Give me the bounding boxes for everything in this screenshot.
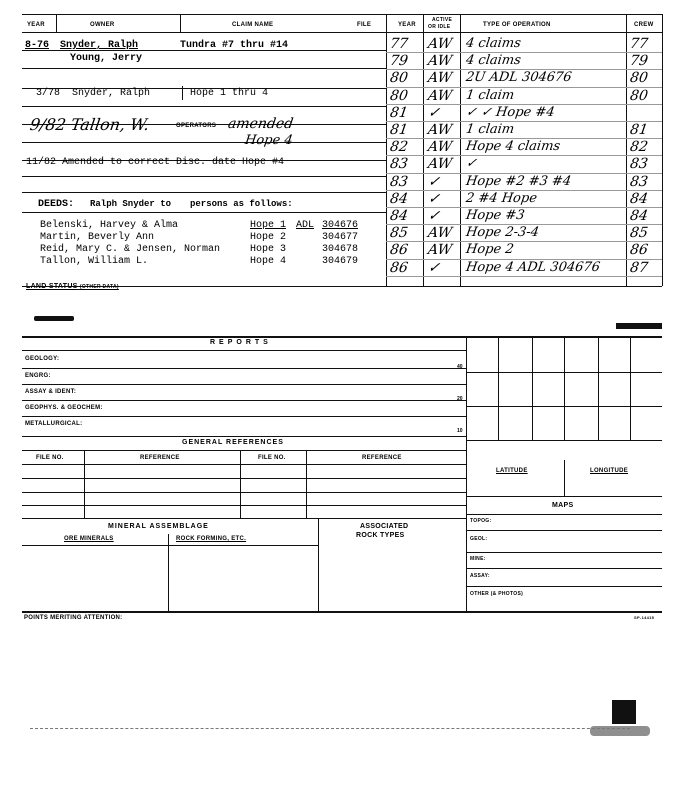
deed-num-4: 304679 — [322, 256, 359, 267]
genref-top-rule — [22, 436, 466, 437]
genref-row-2 — [22, 492, 466, 493]
ops-year: 81 — [388, 122, 409, 138]
owner-rule-6 — [22, 142, 386, 143]
genref-bottom-rule — [22, 518, 466, 519]
ops-active: AW — [426, 242, 454, 259]
operators-handwritten: amended — [226, 116, 295, 132]
ops-year: 81 — [388, 104, 409, 121]
ops-active: AW — [426, 122, 454, 138]
latitude-label: LATITUDE — [496, 468, 528, 474]
genref-reference-1: REFERENCE — [140, 455, 180, 461]
genref-v2 — [240, 450, 241, 518]
grid-h2 — [466, 406, 662, 407]
ops-crew: 79 — [628, 53, 649, 70]
ops-type: 1 claim — [464, 122, 516, 137]
deed-claim-4: Hope 4 — [250, 256, 287, 267]
geology-label: GEOLOGY: — [25, 356, 60, 362]
deeds-top-rule — [22, 212, 386, 213]
ops-active: ✓ — [426, 104, 441, 121]
ops-crew: 83 — [628, 173, 649, 190]
owner-row3-owner: Snyder, Ralph — [72, 88, 151, 99]
ops-year: 79 — [388, 53, 409, 70]
ops-active: AW — [426, 139, 454, 156]
header-crew: CREW — [634, 22, 654, 28]
operators-label: OPERATORS — [176, 123, 217, 129]
ops-row-rule — [386, 87, 662, 88]
ops-year: 84 — [388, 190, 409, 207]
ops-year: 83 — [388, 156, 409, 173]
reports-right-sep — [466, 336, 467, 612]
ore-minerals: ORE MINERALS — [64, 536, 114, 542]
grid-v2 — [532, 336, 533, 440]
latlong-bottom-rule — [466, 496, 662, 497]
grid-v4 — [598, 336, 599, 440]
rock-forming: ROCK FORMING, ETC. — [176, 536, 247, 542]
maps-mine: MINE: — [470, 556, 486, 562]
ops-active: AW — [426, 53, 454, 70]
deed-claim-2: Hope 2 — [250, 232, 287, 243]
grid-h1 — [466, 372, 662, 373]
owner-row4-handwritten: 9/82 Tallon, W. — [28, 115, 151, 134]
ops-year: 80 — [388, 87, 409, 104]
ops-year: 83 — [388, 173, 409, 190]
operations-log — [386, 32, 666, 302]
genref-row-1 — [22, 478, 466, 479]
ops-active: ✓ — [426, 173, 441, 190]
deed-name-2: Martin, Beverly Ann — [40, 232, 155, 243]
deed-name-1: Belenski, Harvey & Alma — [40, 220, 179, 231]
ops-crew: 77 — [628, 36, 649, 52]
ops-crew: 81 — [628, 122, 649, 138]
form-number: SP-14415 — [634, 615, 655, 620]
col-sep-owner — [180, 14, 181, 32]
ops-type: 2 #4 Hope — [464, 190, 538, 206]
land-status-label — [26, 283, 119, 290]
ops-year: 80 — [388, 70, 409, 87]
genref-file-no-2: FILE NO. — [258, 455, 286, 461]
ops-crew: 83 — [628, 156, 649, 173]
reports-title: REPORTS — [210, 339, 272, 346]
bottom-rule — [22, 611, 662, 613]
assay-label: ASSAY & IDENT: — [25, 389, 77, 395]
deed-claim-3: Hope 3 — [250, 244, 287, 255]
ink-bar-right — [616, 323, 662, 329]
owner-rule-9 — [22, 192, 386, 193]
deed-num-1: 304676 — [322, 220, 359, 231]
points-meriting: POINTS MERITING ATTENTION: — [24, 615, 123, 621]
owner-rule-4 — [22, 106, 386, 107]
ops-type: Hope 4 ADL 304676 — [464, 259, 601, 275]
metallurgical-label: METALLURGICAL: — [25, 421, 83, 427]
ops-active: ✓ — [426, 208, 441, 224]
ops-crew: 87 — [628, 259, 649, 276]
ops-row-rule — [386, 276, 662, 277]
stain-block — [612, 700, 636, 724]
ops-type: 4 claims — [464, 36, 522, 51]
deeds-overstruck-a: Ralph Snyder to — [90, 199, 172, 209]
genref-v1 — [84, 450, 85, 518]
owner-row1-claim: Tundra #7 thru #14 — [180, 40, 289, 51]
deeds-overstruck-b: persons as follows: — [190, 199, 293, 209]
geophys-rule — [22, 416, 466, 417]
ops-active: AW — [426, 70, 454, 87]
reports-top-rule — [22, 336, 662, 338]
ops-type: ✓ — [464, 156, 478, 172]
maps-rule-4 — [466, 586, 662, 587]
header-year-2: YEAR — [398, 22, 416, 28]
genref-reference-2: REFERENCE — [362, 455, 402, 461]
ops-type: 1 claim — [464, 87, 516, 103]
amended-note: 11/82 Amended to correct Disc. date Hope #4 — [26, 157, 285, 168]
ops-type: 2U ADL 304676 — [464, 70, 573, 86]
owner-row1-owner: Snyder, Ralph — [60, 40, 139, 51]
deeds-label: DEEDS: — [38, 199, 75, 210]
col-sep-year — [56, 14, 57, 32]
genref-title-rule — [22, 450, 466, 451]
maps-geol: GEOL: — [470, 536, 488, 542]
header-year: YEAR — [27, 22, 45, 28]
ops-year: 84 — [388, 208, 409, 224]
ops-type: Hope #2 #3 #4 — [464, 173, 573, 189]
owner-rule-8 — [22, 176, 386, 177]
ops-active: AW — [426, 87, 454, 104]
maps-rule-1 — [466, 530, 662, 531]
ops-crew: 85 — [628, 225, 649, 242]
owner-row3-claim: Hope 1 thru 4 — [190, 88, 269, 99]
maps-topog: TOPOG: — [470, 518, 492, 524]
header-owner: OWNER — [90, 22, 115, 28]
grid-h3 — [466, 440, 662, 441]
ops-type: Hope 4 claims — [464, 139, 562, 155]
grid-v5 — [630, 336, 631, 440]
ops-crew: 80 — [628, 70, 649, 87]
ops-type: ✓ ✓ Hope #4 — [464, 104, 556, 120]
assay-rule — [22, 400, 466, 401]
engrg-rule — [22, 384, 466, 385]
deed-num-2: 304677 — [322, 232, 359, 243]
header-claim-name: CLAIM NAME — [232, 22, 274, 28]
assoc-rock-line2: ROCK TYPES — [356, 532, 405, 539]
genref-title: GENERAL REFERENCES — [182, 439, 284, 446]
owner-row2-owner: Young, Jerry — [70, 53, 143, 64]
ops-crew: 84 — [628, 208, 649, 224]
genref-v3 — [306, 450, 307, 518]
top-border — [22, 14, 662, 15]
maps-assay: ASSAY: — [470, 573, 490, 579]
engrg-label: ENGRG: — [25, 373, 51, 379]
owner-row3-date: 3/78 — [36, 88, 61, 99]
ops-active: AW — [426, 225, 454, 242]
mineral-head-rule — [22, 545, 318, 546]
deed-num-3: 304678 — [322, 244, 359, 255]
genref-head-rule — [22, 464, 466, 465]
tick-10: 10 — [457, 428, 463, 434]
ops-row-rule — [386, 52, 662, 53]
deed-adl-1: ADL — [296, 220, 315, 231]
deed-name-3: Reid, Mary C. & Jensen, Norman — [40, 244, 221, 255]
mineral-v2 — [318, 518, 319, 612]
ink-bar-left — [34, 316, 74, 321]
header-type-of-operation: TYPE OF OPERATION — [483, 22, 551, 28]
grid-v1 — [498, 336, 499, 440]
deed-name-4: Tallon, William L. — [40, 256, 149, 267]
ops-crew: 82 — [628, 139, 649, 156]
header-active-line2: OR IDLE — [428, 24, 451, 30]
dashed-line — [30, 728, 630, 729]
land-status-sub: (OTHER DATA) — [79, 284, 119, 290]
ops-year: 77 — [388, 36, 409, 52]
ops-active: ✓ — [426, 190, 441, 207]
maps-other: OTHER (& PHOTOS) — [470, 591, 524, 597]
ops-crew: 84 — [628, 190, 649, 207]
tick-40: 40 — [457, 364, 463, 370]
geophys-label: GEOPHYS. & GEOCHEM: — [25, 405, 103, 411]
ops-active: AW — [426, 36, 454, 52]
longitude-label: LONGITUDE — [590, 468, 629, 474]
ops-type: Hope 2 — [464, 242, 515, 258]
ops-active: AW — [426, 156, 454, 173]
header-file: FILE — [357, 22, 372, 28]
latlong-sep — [564, 460, 565, 496]
owner-rule-2 — [22, 68, 386, 69]
tick-20: 20 — [457, 396, 463, 402]
ops-crew: 86 — [628, 242, 649, 259]
ops-year: 85 — [388, 225, 409, 242]
ops-type: Hope 2-3-4 — [464, 225, 540, 241]
ops-row-rule — [386, 155, 662, 156]
maps-rule-2 — [466, 552, 662, 553]
hope4-handwritten: Hope 4 — [243, 133, 294, 148]
grid-v3 — [564, 336, 565, 440]
ops-row-rule — [386, 241, 662, 242]
maps-title-rule — [466, 514, 662, 515]
ops-year: 82 — [388, 139, 409, 156]
maps-title: MAPS — [552, 502, 574, 509]
genref-row-3 — [22, 505, 466, 506]
assoc-rock-line1: ASSOCIATED — [360, 523, 409, 530]
ops-row-rule — [386, 121, 662, 122]
geology-rule — [22, 368, 466, 369]
ops-crew: 80 — [628, 87, 649, 104]
header-active-line1: ACTIVE — [432, 17, 453, 23]
ops-year: 86 — [388, 259, 409, 276]
deed-claim-1: Hope 1 — [250, 220, 287, 231]
ops-type: Hope #3 — [464, 208, 526, 223]
row3-sep — [182, 86, 183, 100]
owner-row1-date: 8-76 — [25, 40, 50, 51]
maps-rule-3 — [466, 568, 662, 569]
ops-year: 86 — [388, 242, 409, 259]
ops-active: ✓ — [426, 259, 441, 276]
reports-title-rule — [22, 350, 466, 351]
land-status-title: LAND STATUS — [26, 283, 78, 290]
genref-file-no-1: FILE NO. — [36, 455, 64, 461]
mineral-title: MINERAL ASSEMBLAGE — [108, 523, 209, 530]
ops-type: 4 claims — [464, 53, 522, 69]
